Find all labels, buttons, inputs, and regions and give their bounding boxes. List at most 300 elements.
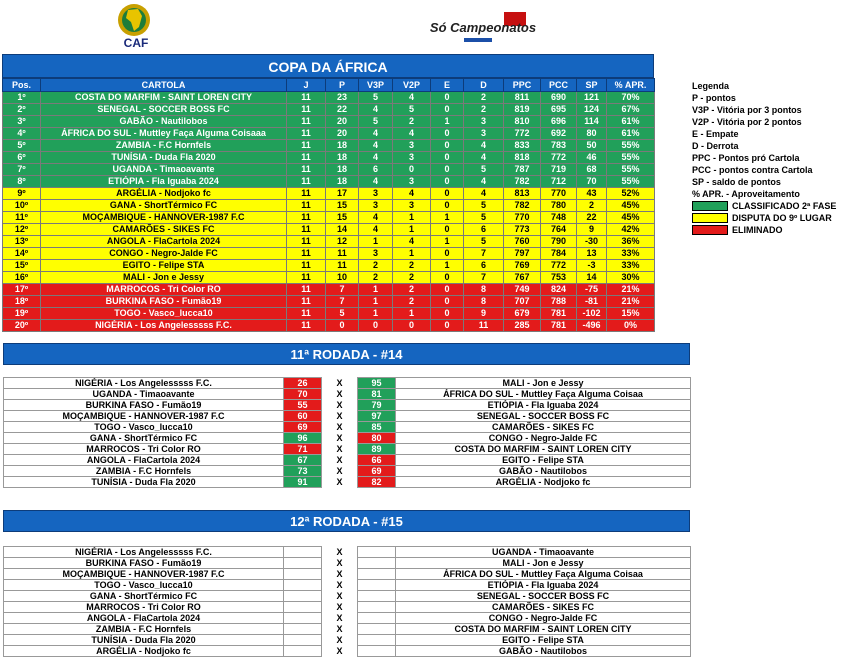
away-score [358, 613, 396, 624]
standings-header-cell: D [464, 79, 504, 92]
away-score [358, 569, 396, 580]
standings-cell: 772 [504, 128, 541, 140]
standings-cell: 4 [359, 224, 393, 236]
standings-cell: 0 [393, 164, 431, 176]
standings-header-cell: CARTOLA [41, 79, 287, 92]
round-11-matches [3, 377, 690, 488]
standings-cell: 5 [464, 212, 504, 224]
standings-cell: NIGÉRIA - Los Angelesssss F.C. [41, 320, 287, 332]
standings-cell: 0 [431, 248, 464, 260]
standings-cell: 2 [464, 104, 504, 116]
standings-cell: GABÃO - Nautilobos [41, 116, 287, 128]
standings-cell: 0 [431, 284, 464, 296]
standings-cell: 764 [541, 224, 577, 236]
standings-cell: 55% [607, 140, 655, 152]
standings-cell: 23 [326, 92, 359, 104]
legend-swatch-label: DISPUTA DO 9º LUGAR [732, 213, 832, 223]
standings-cell: 11 [287, 116, 326, 128]
standings-cell: 712 [541, 176, 577, 188]
legend-swatch-row [692, 212, 858, 224]
standings-cell: 4 [393, 128, 431, 140]
standings-cell: TOGO - Vasco_lucca10 [41, 308, 287, 320]
legend-swatch-row [692, 224, 858, 236]
standings-cell: 15 [326, 200, 359, 212]
standings-cell: 4 [393, 92, 431, 104]
standings-cell: 0 [326, 320, 359, 332]
standings-cell: 52% [607, 188, 655, 200]
home-team: BURKINA FASO - Fumão19 [4, 400, 284, 411]
standings-cell: 11º [3, 212, 41, 224]
standings-cell: 2º [3, 104, 41, 116]
standings-cell: 70% [607, 92, 655, 104]
standings-cell: 782 [504, 176, 541, 188]
legend-color-swatch [692, 213, 728, 223]
standings-header-cell: % APR. [607, 79, 655, 92]
home-team: MARROCOS - Tri Color RO [4, 444, 284, 455]
standings-cell: 4 [464, 176, 504, 188]
so-campeonatos-logo [424, 10, 542, 50]
standings-row [3, 140, 655, 152]
away-score [358, 635, 396, 646]
standings-cell: ETIÓPIA - Fla Iguaba 2024 [41, 176, 287, 188]
standings-cell: 780 [541, 200, 577, 212]
away-team: EGITO - Felipe STA [396, 455, 691, 466]
standings-cell: 797 [504, 248, 541, 260]
standings-cell: 61% [607, 116, 655, 128]
standings-row [3, 200, 655, 212]
standings-cell: 45% [607, 212, 655, 224]
standings-cell: 11 [287, 272, 326, 284]
standings-cell: 50 [577, 140, 607, 152]
away-score [358, 646, 396, 657]
standings-cell: 43 [577, 188, 607, 200]
standings-cell: 8 [464, 296, 504, 308]
home-score: 91 [284, 477, 322, 488]
standings-cell: 0 [431, 140, 464, 152]
standings-cell: 61% [607, 128, 655, 140]
home-score [284, 624, 322, 635]
standings-cell: 11 [326, 260, 359, 272]
home-score: 71 [284, 444, 322, 455]
standings-cell: 787 [504, 164, 541, 176]
standings-cell: 4 [359, 140, 393, 152]
standings-cell: UGANDA - Timaoavante [41, 164, 287, 176]
match-row [4, 466, 691, 477]
home-team: TOGO - Vasco_lucca10 [4, 580, 284, 591]
away-team: GABÃO - Nautilobos [396, 646, 691, 657]
standings-cell: 690 [541, 92, 577, 104]
standings-cell: 11 [287, 140, 326, 152]
standings-cell: 0 [431, 176, 464, 188]
versus-label: X [336, 646, 343, 656]
legend-line: P - pontos [692, 93, 736, 103]
away-team: EGITO - Felipe STA [396, 635, 691, 646]
standings-cell: 11 [287, 236, 326, 248]
standings-cell: 2 [393, 116, 431, 128]
standings-cell: EGITO - Felipe STA [41, 260, 287, 272]
match-row [4, 646, 691, 657]
standings-cell: 784 [541, 248, 577, 260]
standings-cell: 124 [577, 104, 607, 116]
standings-cell: 15º [3, 260, 41, 272]
home-score [284, 602, 322, 613]
standings-table [2, 78, 655, 332]
standings-cell: 1 [359, 284, 393, 296]
standings-row [3, 224, 655, 236]
standings-row [3, 164, 655, 176]
home-team: MARROCOS - Tri Color RO [4, 602, 284, 613]
away-team: ETIÓPIA - Fla Iguaba 2024 [396, 580, 691, 591]
home-score [284, 558, 322, 569]
legend-swatch-row [692, 200, 858, 212]
standings-cell: 46 [577, 152, 607, 164]
standings-cell: 3 [393, 152, 431, 164]
away-score: 89 [358, 444, 396, 455]
standings-cell: 33% [607, 260, 655, 272]
standings-cell: GANA - ShortTérmico FC [41, 200, 287, 212]
standings-cell: 6 [464, 260, 504, 272]
standings-cell: 3 [464, 128, 504, 140]
home-score: 55 [284, 400, 322, 411]
standings-cell: 1 [359, 296, 393, 308]
standings-cell: SENEGAL - SOCCER BOSS FC [41, 104, 287, 116]
standings-cell: 6 [464, 224, 504, 236]
standings-row [3, 272, 655, 284]
standings-header-cell: J [287, 79, 326, 92]
standings-cell: 11 [287, 224, 326, 236]
standings-cell: 3 [359, 248, 393, 260]
round-12-panel [3, 510, 690, 532]
legend-swatch-label: ELIMINADO [732, 225, 783, 235]
home-team: UGANDA - Timaoavante [4, 389, 284, 400]
legend-title: Legenda [692, 81, 730, 91]
versus-label: X [336, 433, 343, 443]
standings-header-cell: PPC [504, 79, 541, 92]
round-11-panel [3, 343, 690, 365]
home-score [284, 547, 322, 558]
home-score: 60 [284, 411, 322, 422]
standings-cell: 20º [3, 320, 41, 332]
standings-cell: 15% [607, 308, 655, 320]
standings-cell: 772 [541, 152, 577, 164]
standings-cell: MARROCOS - Tri Color RO [41, 284, 287, 296]
standings-cell: 7º [3, 164, 41, 176]
home-team: BURKINA FASO - Fumão19 [4, 558, 284, 569]
home-team: ANGOLA - FlaCartola 2024 [4, 613, 284, 624]
away-score [358, 602, 396, 613]
standings-cell: 2 [393, 260, 431, 272]
away-team: CONGO - Negro-Jalde FC [396, 433, 691, 444]
standings-cell: 68 [577, 164, 607, 176]
standings-header-cell: P [326, 79, 359, 92]
standings-row [3, 260, 655, 272]
standings-cell: 2 [359, 260, 393, 272]
standings-cell: 5 [464, 236, 504, 248]
standings-cell: 0 [431, 308, 464, 320]
standings-row [3, 248, 655, 260]
standings-row [3, 104, 655, 116]
standings-cell: 1 [431, 236, 464, 248]
match-row [4, 378, 691, 389]
legend-line: V2P - Vitória por 2 pontos [692, 117, 802, 127]
away-score: 81 [358, 389, 396, 400]
standings-cell: 9 [577, 224, 607, 236]
standings-row [3, 296, 655, 308]
standings-cell: 2 [464, 92, 504, 104]
standings-cell: 1 [431, 260, 464, 272]
standings-cell: 11 [326, 248, 359, 260]
standings-cell: 15 [326, 212, 359, 224]
away-team: CONGO - Negro-Jalde FC [396, 613, 691, 624]
standings-cell: 4 [359, 128, 393, 140]
home-team: ZAMBIA - F.C Hornfels [4, 624, 284, 635]
standings-cell: 11 [287, 308, 326, 320]
standings-cell: 0 [431, 320, 464, 332]
standings-cell: 2 [393, 272, 431, 284]
standings-cell: 14 [326, 224, 359, 236]
standings-cell: 4 [464, 152, 504, 164]
standings-cell: 18º [3, 296, 41, 308]
standings-cell: 20 [326, 116, 359, 128]
away-score [358, 558, 396, 569]
standings-row [3, 308, 655, 320]
versus-label: X [336, 455, 343, 465]
standings-cell: 14 [577, 272, 607, 284]
standings-cell: 692 [541, 128, 577, 140]
standings-cell: 748 [541, 212, 577, 224]
standings-cell: 33% [607, 248, 655, 260]
match-row [4, 624, 691, 635]
standings-cell: -496 [577, 320, 607, 332]
standings-cell: 11 [287, 200, 326, 212]
standings-cell: 11 [287, 260, 326, 272]
standings-cell: 782 [504, 200, 541, 212]
away-score: 80 [358, 433, 396, 444]
standings-cell: 760 [504, 236, 541, 248]
standings-cell: 11 [287, 128, 326, 140]
away-score [358, 591, 396, 602]
standings-cell: 0 [393, 320, 431, 332]
standings-cell: 4 [393, 188, 431, 200]
match-row [4, 558, 691, 569]
match-row [4, 613, 691, 624]
standings-cell: 0 [431, 104, 464, 116]
home-team: ARGÉLIA - Nodjoko fc [4, 646, 284, 657]
home-score [284, 646, 322, 657]
standings-cell: 4 [359, 104, 393, 116]
standings-header-cell: V3P [359, 79, 393, 92]
standings-cell: 21% [607, 284, 655, 296]
standings-cell: 12 [326, 236, 359, 248]
standings-cell: 114 [577, 116, 607, 128]
standings-cell: 4 [464, 140, 504, 152]
standings-cell: 18 [326, 164, 359, 176]
away-score: 85 [358, 422, 396, 433]
legend-line: % APR. - Aproveitamento [692, 189, 800, 199]
away-team: ÁFRICA DO SUL - Muttley Faça Alguma Coisaa [396, 389, 691, 400]
standings-cell: 5 [359, 92, 393, 104]
standings-cell: 11 [287, 248, 326, 260]
home-team: TUNÍSIA - Duda Fla 2020 [4, 635, 284, 646]
standings-cell: TUNÍSIA - Duda Fla 2020 [41, 152, 287, 164]
standings-cell: 0 [431, 272, 464, 284]
legend [692, 80, 858, 236]
standings-cell: 55% [607, 164, 655, 176]
standings-cell: 3 [359, 200, 393, 212]
standings-row [3, 92, 655, 104]
standings-cell: 813 [504, 188, 541, 200]
standings-cell: 5 [359, 116, 393, 128]
standings-cell: 18 [326, 140, 359, 152]
versus-label: X [336, 580, 343, 590]
standings-cell: 6º [3, 152, 41, 164]
home-score [284, 613, 322, 624]
standings-cell: 5 [464, 164, 504, 176]
standings-cell: 1 [431, 116, 464, 128]
away-team: SENEGAL - SOCCER BOSS FC [396, 591, 691, 602]
versus-label: X [336, 389, 343, 399]
standings-header-cell: SP [577, 79, 607, 92]
home-team: GANA - ShortTérmico FC [4, 433, 284, 444]
legend-line: V3P - Vitória por 3 pontos [692, 105, 802, 115]
standings-cell: 695 [541, 104, 577, 116]
standings-cell: 781 [541, 308, 577, 320]
standings-cell: 9º [3, 188, 41, 200]
match-row [4, 411, 691, 422]
standings-cell: 1 [393, 308, 431, 320]
home-team: GANA - ShortTérmico FC [4, 591, 284, 602]
versus-label: X [336, 466, 343, 476]
away-team: ETIÓPIA - Fla Iguaba 2024 [396, 400, 691, 411]
standings-cell: 788 [541, 296, 577, 308]
standings-cell: 14º [3, 248, 41, 260]
standings-cell: 772 [541, 260, 577, 272]
standings-cell: 0 [431, 296, 464, 308]
standings-cell: 696 [541, 116, 577, 128]
standings-cell: 769 [504, 260, 541, 272]
match-row [4, 602, 691, 613]
home-team: TUNÍSIA - Duda Fla 2020 [4, 477, 284, 488]
versus-label: X [336, 477, 343, 487]
away-score [358, 624, 396, 635]
standings-cell: MALI - Jon e Jessy [41, 272, 287, 284]
home-team: MOÇAMBIQUE - HANNOVER-1987 F.C [4, 411, 284, 422]
home-score: 73 [284, 466, 322, 477]
standings-cell: -30 [577, 236, 607, 248]
home-score [284, 591, 322, 602]
standings-cell: 5º [3, 140, 41, 152]
standings-cell: 2 [393, 284, 431, 296]
away-score [358, 580, 396, 591]
standings-cell: 18 [326, 176, 359, 188]
standings-cell: 707 [504, 296, 541, 308]
home-score: 70 [284, 389, 322, 400]
match-row [4, 444, 691, 455]
home-score [284, 635, 322, 646]
standings-cell: 1 [393, 248, 431, 260]
standings-cell: 4 [393, 236, 431, 248]
home-team: TOGO - Vasco_lucca10 [4, 422, 284, 433]
standings-cell: 833 [504, 140, 541, 152]
standings-cell: 4 [359, 176, 393, 188]
round-12-matches [3, 546, 690, 657]
standings-cell: 11 [287, 188, 326, 200]
away-team: CAMARÕES - SIKES FC [396, 602, 691, 613]
away-team: COSTA DO MARFIM - SAINT LOREN CITY [396, 444, 691, 455]
away-team: COSTA DO MARFIM - SAINT LOREN CITY [396, 624, 691, 635]
versus-label: X [336, 400, 343, 410]
match-row [4, 400, 691, 411]
standings-cell: 1º [3, 92, 41, 104]
standings-cell: -81 [577, 296, 607, 308]
standings-cell: 5 [326, 308, 359, 320]
standings-cell: 16º [3, 272, 41, 284]
standings-cell: 11 [464, 320, 504, 332]
versus-label: X [336, 624, 343, 634]
match-row [4, 635, 691, 646]
legend-color-swatch [692, 225, 728, 235]
home-score: 96 [284, 433, 322, 444]
standings-row [3, 212, 655, 224]
match-row [4, 455, 691, 466]
standings-cell: 1 [359, 308, 393, 320]
standings-row [3, 128, 655, 140]
standings-cell: 3 [359, 188, 393, 200]
match-row [4, 422, 691, 433]
standings-cell: 818 [504, 152, 541, 164]
standings-cell: 783 [541, 140, 577, 152]
standings-cell: 790 [541, 236, 577, 248]
standings-cell: 1 [359, 236, 393, 248]
standings-cell: 1 [393, 212, 431, 224]
away-team: CAMARÕES - SIKES FC [396, 422, 691, 433]
standings-cell: 0 [431, 200, 464, 212]
standings-cell: 0 [431, 92, 464, 104]
standings-cell: 70 [577, 176, 607, 188]
round-11-table [3, 377, 691, 488]
standings-cell: 773 [504, 224, 541, 236]
standings-cell: 11 [287, 164, 326, 176]
standings-cell: 285 [504, 320, 541, 332]
so-campeonatos-logo-text: Só Campeonatos [429, 20, 537, 35]
standings-cell: 45% [607, 200, 655, 212]
standings-cell: COSTA DO MARFIM - SAINT LOREN CITY [41, 92, 287, 104]
standings-cell: 11 [287, 92, 326, 104]
standings-cell: 7 [326, 284, 359, 296]
away-score: 66 [358, 455, 396, 466]
standings-cell: 679 [504, 308, 541, 320]
away-team: MALI - Jon e Jessy [396, 558, 691, 569]
versus-label: X [336, 591, 343, 601]
versus-label: X [336, 602, 343, 612]
standings-cell: 11 [287, 104, 326, 116]
standings-row [3, 320, 655, 332]
versus-label: X [336, 558, 343, 568]
standings-cell: 42% [607, 224, 655, 236]
match-row [4, 433, 691, 444]
versus-label: X [336, 613, 343, 623]
standings-row [3, 236, 655, 248]
standings-cell: 753 [541, 272, 577, 284]
standings-cell: ARGÉLIA - Nodjoko fc [41, 188, 287, 200]
legend-line: D - Derrota [692, 141, 739, 151]
away-team: ÁFRICA DO SUL - Muttley Faça Alguma Coisaa [396, 569, 691, 580]
standings-cell: -3 [577, 260, 607, 272]
standings-cell: 55% [607, 152, 655, 164]
standings-cell: 3 [393, 176, 431, 188]
standings-cell: 13º [3, 236, 41, 248]
standings-cell: 810 [504, 116, 541, 128]
